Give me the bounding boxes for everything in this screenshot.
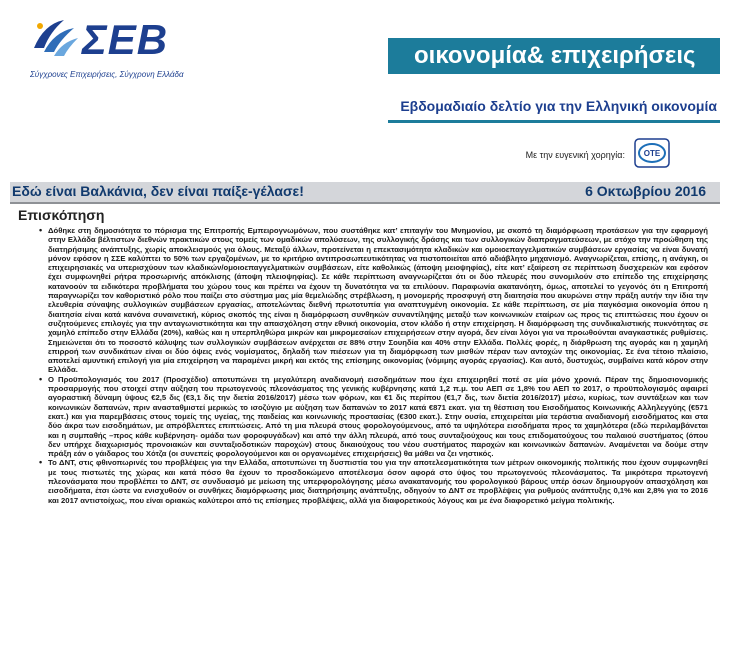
publication-subtitle: Εβδομαδιαίο δελτίο για την Ελληνική οικονομία (400, 98, 717, 114)
seb-logo-tagline: Σύγχρονες Επιχειρήσεις, Σύγχρονη Ελλάδα (30, 70, 184, 79)
issue-headline: Εδώ είναι Βαλκάνια, δεν είναι παίξε-γέλασε! (12, 183, 304, 199)
ote-logo-icon (634, 138, 670, 168)
seb-logo-text: ΣΕΒ (82, 16, 169, 63)
sponsor-text: Με την ευγενική χορηγία: (525, 150, 625, 160)
issue-title-bar (10, 182, 720, 204)
publication-banner: οικονομία& επιχειρήσεις (388, 38, 720, 74)
overview-paragraph-2: • Ο Προϋπολογισμός του 2017 (Προσχέδιο) αποτυπώνει τη μεγαλύτερη αναδιανομή εισοδημάτων που έχει επιχειρηθεί ποτέ σε μία μόνο χρονιά. Πέραν της δημοσιονομικής προσαρμογής που στοιχεί στην αύξηση του πρωτογενούς πλεονάσματος της γενικής κυβέρνησης κατά 1,2 π.μ. του ΑΕΠ σε 1,8% του ΑΕΠ το 2017, ο προϋπολογισμός αφαιρεί αγοραστική δύναμη ύψους €2,5 δις (€3,1 δις την διετία 2016/2017) μέσω των φόρων, και €1 δις περίπου (€1,7 δις, των διετία 2016/2017) μέσω, κυρίως, των συντάξεων και των κοινωνικών δαπανών, πριν ανασταθμιστεί μερικώς το ισοζύγιο με αύξηση των δαπανών το 2017 κατά €871 εκατ. για τη θέσπιση του Εισοδήματος Κοινωνικής Αλληλεγγύης (€571 εκατ.) και για παρεμβάσεις στους τομείς της υγείας, της παιδείας και κοινωνικής προστασίας (€300 εκατ.). Στην ουσία, επιχειρείται μία τεράστια αναδιανομή εισοδήματος και στα δύο άκρα των εισοδημάτων, με απρόβλεπτες επιπτώσεις. Από τη μια πλευρά στους φορολογούμενους, από τα υψηλότερα εισοδήματα προς τα χαμηλότερα (εδώ περιλαμβάνεται και η συμπαθής –προς κάθε κυβέρνηση- ομάδα των φοροφυγάδων) και από την άλλη πλευρά, από τους συνταξιούχους και τους επιδοματούχους του παλαιού συστήματος (όπου δεν υπήρχε διαχωρισμός προνοιακών και συνταξιοδοτικών παροχών) στους δικαιούχους του νέου συστήματος παροχών και κοινωνικών δαπανών. Αναμένεται να δούμε στην πράξη εάν ο γάιδαρος του Χότζα (οι συνεπείς φορολογούμενοι και οι οργανωμένες επιχειρήσεις) θα μάθει να ζει νηστικός. (40, 375, 708, 459)
overview-body (40, 226, 708, 505)
ote-logo-text: ΟΤΕ (643, 149, 661, 158)
section-title: Επισκόπηση (18, 207, 105, 223)
seb-logo-mark-icon (30, 18, 80, 62)
issue-date: 6 Οκτωβρίου 2016 (585, 183, 706, 199)
overview-paragraph-1: • Δόθηκε στη δημοσιότητα το πόρισμα της Επιτροπής Εμπειρογνωμόνων, που συστάθηκε κατ’ επιταγήν του Μνημονίου, με σκοπό τη διαμόρφωση προτάσεων για την εφαρμογή στην Ελλάδα βέλτιστων διεθνών πρακτικών στους τομείς των ομαδικών απολύσεων, της συλλογικής δράσης και των συλλογικών διαπραγματεύσεων, με στόχο την προώθηση της διατηρήσιμης ανάπτυξης, χωρίς αποκλεισμούς για όλους. Μεταξύ άλλων, προτείνεται η επεκτασιμότητα κλαδικών και ομοιοεπαγγελματικών συμβάσεων εργασίας να είναι δυνατή μόνον εφόσον η ΣΣΕ καλύπτει το 50% των εργαζομένων, με το κριτήριο αντιπροσωπευτικότητας να πιστοποιείται από αδιάβλητο μηχανισμό. Αναγνωρίζεται, επίσης, η ανάγκη, οι επιχειρησιακές να υπερισχύουν των κλαδικών/ομοιοεπαγγελματικών συμβάσεων, είτε καθολικώς (άποψη μειοψηφίας), είτε κατ’ εξαίρεση σε περίπτωση δυσχερειών και εφόσον έχει συμφωνηθεί ρήτρα προσωρινής απόκλισης (άποψη πλειοψηφίας). Σε κάθε περίπτωση αναγνωρίζεται ότι οι δύο πλευρές που συνομιλούν στο επίπεδο της επιχείρησης κατανοούν τα ειδικότερα προβλήματα του χώρου τους και πρέπει να έχουν τη δυνατότητα να τα επιλύουν. Παραφωνία ακατανόητη, όμως, αποτελεί το γεγονός ότι η Επιτροπή παραγνωρίζει τον καθοριστικό ρόλο που παίζει στο σύστημα μας μία θεμελιώδης στρέβλωση, η μονομερής προσφυγή στη διαιτησία που ακυρώνει στην πράξη αυτήν την ίδια την ελευθερία σύναψης συλλογικών συμβάσεων εργασίας, αποτελώντας διεθνή πρωτοτυπία για αναπτυγμένη οικονομία. Σε κάθε περίπτωση, σε μία παγκόσμια οικονομία όπου η διαιτησία είναι κατά κανόνα συναινετική, κύριος σκοπός της είναι η διαμόρφωση συνθηκών συναντίληψης μεταξύ των κοινωνικών εταίρων ως προς τις επιπτώσεις που έχουν οι συζητούμενες επιλογές για την ανταγωνιστικότητα και την απασχόληση στην εθνική οικονομία, στον κλάδο ή στην επιχείρηση. Η διαμόρφωση της συνδικαλιστικής πυκνότητας σε χαμηλό επίπεδο στην Ελλάδα (20%), καθώς και η υπερπληθώρα μικρών και μικρομεσαίων επιχειρήσεων στην αγορά, δεν είναι λόγοι για να προωθούνται αναγκαστικές ρυθμίσεις. Σημειώνεται ότι το ποσοστό κάλυψης των συλλογικών συμβάσεων ανέρχεται σε 88% στην Σουηδία και 40% στην Ελλάδα. Πολλές φορές, η διάρθρωση της αγοράς και η χαμηλή επιρροή των συνδικάτων είναι οι δύο όψεις ενός νομίσματος, δηλαδή των πιέσεων για τη διαμόρφωση των μισθών πέραν των αντοχών της οικονομίας. Σε ένα τέτοιο πλαίσιο, αποτελεί αμυντική επιλογή για μία επιχείρηση να παραμένει μικρή και εκτός της επίσημης οικονομίας (νόμιμης αγοράς εργασίας). Και αυτό, δυστυχώς, συμβαίνει κατά κόρον στην Ελλάδα. (40, 226, 708, 375)
subtitle-rule (388, 120, 720, 123)
seb-logo (30, 18, 200, 88)
overview-paragraph-3: • Το ΔΝΤ, στις φθινοπωρινές του προβλέψεις για την Ελλάδα, αποτυπώνει τη δυσπιστία του για την αποτελεσματικότητα των μέτρων οικονομικής πολιτικής που έχουν συμφωνηθεί με τους πιστωτές της χώρας και κατά πόσο θα έχουν το προσδοκώμενο αποτέλεσμα όσον αφορά στο ύψος του πρωτογενούς πλεονάσματος. Τα μικρότερα πρωτογενή πλεονάσματα που προβλέπει το ΔΝΤ, σε συνδυασμό με μείωση της υπερφορολόγησης μέσω ανακατανομής του φορολογικού βάρους υπέρ όσων δημιουργούν απασχόληση και εισοδήματα, έτσι ώστε να ενισχυθούν οι συνθήκες διαμόρφωσης μιας διατηρήσιμης ανάπτυξης, οδηγούν το ΔΝΤ σε προβλέψεις για ρυθμούς ανάπτυξης 0,1% και 2,8% για το 2016 και 2017 αντιστοίχως, που είναι οριακώς καλύτεροι από τις επίσημες προβλέψεις, αλλά για διαφορετικούς λόγους και με ένα διαφορετικό μείγμα πολιτικής. (40, 458, 708, 504)
